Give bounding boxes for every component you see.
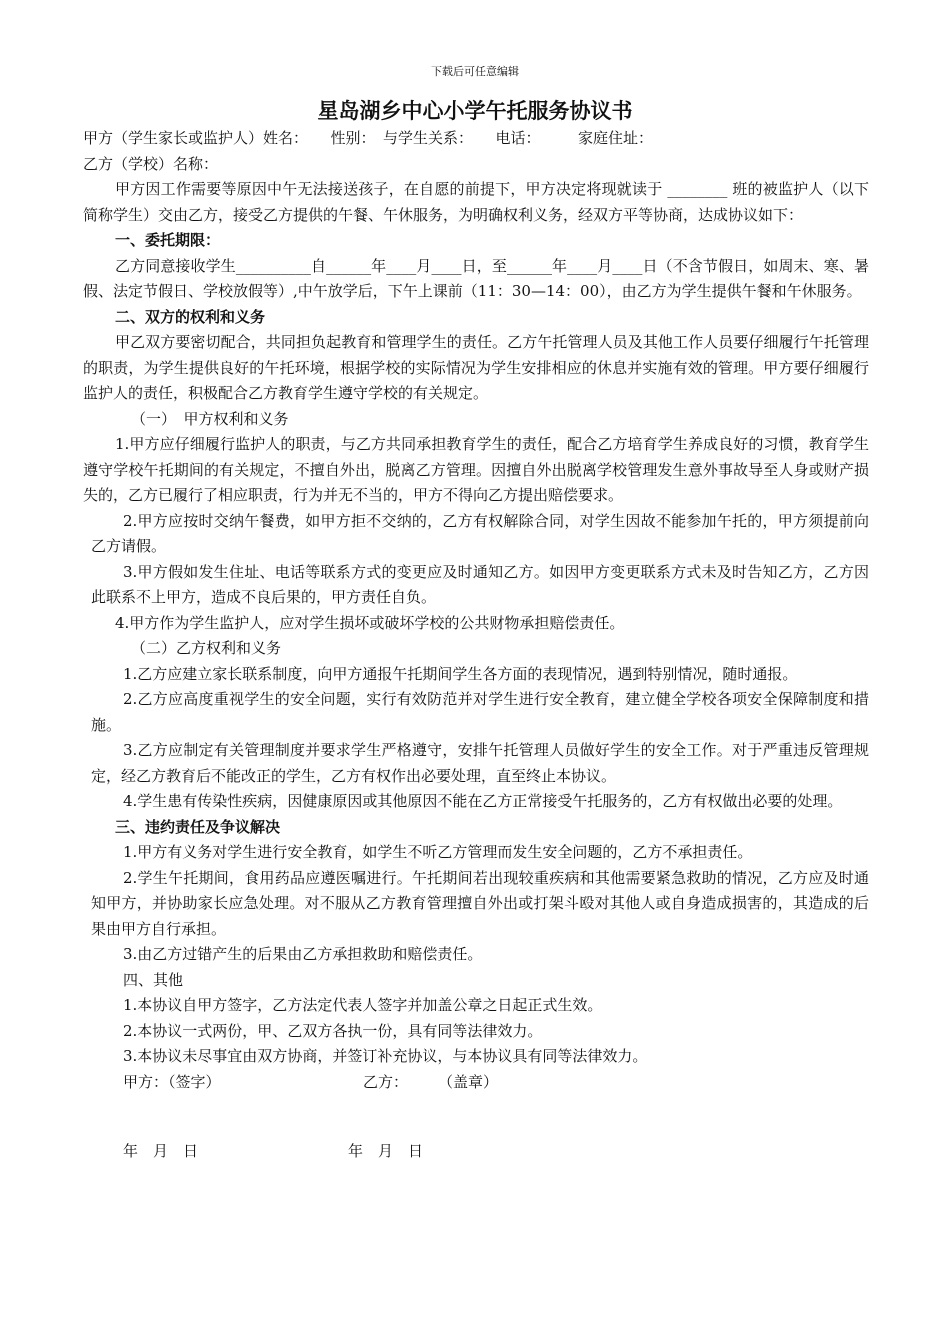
section-3-item-3: 3.由乙方过错产生的后果由乙方承担救助和赔偿责任。 — [123, 945, 483, 963]
section-2-text: 甲乙双方要密切配合，共同担负起教育和管理学生的责任。乙方午托管理人员及其他工作人员要仔细履行午托管理的职责，为学生提供良好的午托环境，根据学校的实际情况为学生安排相应的休息并实施有效的管理。甲方要仔细履行监护人的责任，积极配合乙方教育学生遵守学校的有关规定。 — [83, 333, 869, 402]
party-b-item-2: 2.乙方应高度重视学生的安全问题，实行有效防范并对学生进行安全教育，建立健全学校各项安全保障制度和措施。 — [91, 690, 869, 734]
section-3-title: 三、违约责任及争议解决 — [115, 817, 281, 836]
party-b-item-3: 3.乙方应制定有关管理制度并要求学生严格遵守，安排午托管理人员做好学生的安全工作。对于严重违反管理规定，经乙方教育后不能改正的学生，乙方有权作出必要处理，直至终止本协议。 — [91, 741, 869, 785]
section-4-item-3: 3.本协议未尽事宜由双方协商，并签订补充协议，与本协议具有同等法律效力。 — [123, 1047, 648, 1065]
intro-paragraph: 甲方因工作需要等原因中午无法接送孩子，在自愿的前提下，甲方决定将现就读于 ________ 班的被监护人（以下简称学生）交由乙方，接受乙方提供的午餐、午休服务，为明确权利义务，经双方平等协商，达成协议如下： — [83, 180, 869, 224]
section-4-title: 四、其他 — [123, 970, 184, 989]
party-b-line: 乙方（学校）名称： — [83, 154, 219, 173]
party-a-item-3: 3.甲方假如发生住址、电话等联系方式的变更应及时通知乙方。如因甲方变更联系方式未及时告知乙方，乙方因此联系不上甲方，造成不良后果的，甲方责任自负。 — [91, 562, 869, 606]
party-a-line: 甲方（学生家长或监护人）姓名： 性别： 与学生关系： 电话： 家庭住址： — [83, 129, 654, 147]
date-line: 年 月 日 年 月 日 — [93, 1142, 424, 1160]
section-4-item-1: 1.本协议自甲方签字，乙方法定代表人签字并加盖公章之日起正式生效。 — [123, 996, 603, 1014]
signature-line: 甲方：（签字） 乙方： （盖章） — [123, 1072, 499, 1091]
document-title: 星岛湖乡中心小学午托服务协议书 — [317, 98, 633, 123]
party-b-item-1: 1.乙方应建立家长联系制度，向甲方通报午托期间学生各方面的表现情况，遇到特别情况，随时通报。 — [123, 664, 798, 683]
section-3-item-2: 2.学生午托期间，食用药品应遵医嘱进行。午托期间若出现较重疾病和其他需要紧急救助的情况，乙方应及时通知甲方，并协助家长应急处理。对不服从乙方教育管理擅自外出或打架斗殴对其他人或自身造成损害的，其造成的后果由甲方自行承担。 — [91, 868, 869, 938]
party-a-item-1: 1.甲方应仔细履行监护人的职责，与乙方共同承担教育学生的责任，配合乙方培育学生养成良好的习惯，教育学生遵守学校午托期间的有关规定，不擅自外出，脱离乙方管理。因擅自外出脱离学校管理发生意外事故导至人身或财产损失的，乙方已履行了相应职责，行为并无不当的，甲方不得向乙方提出赔偿要求。 — [83, 435, 869, 504]
section-3-item-1: 1.甲方有义务对学生进行安全教育，如学生不听乙方管理而发生安全问题的，乙方不承担责任。 — [123, 843, 753, 861]
party-b-rights-title: （二）乙方权利和义务 — [131, 639, 282, 657]
document-body — [83, 126, 869, 1165]
party-a-item-4: 4.甲方作为学生监护人，应对学生损坏或破坏学校的公共财物承担赔偿责任。 — [115, 613, 625, 632]
section-1-text: 乙方同意接收学生__________自______年____月____日，至______年____月____日（不含节假日，如周末、寒、暑假、法定节假日、学校放假等）,中午放学后，下午上课前（11：30—14：00），由乙方为学生提供午餐和午休服务。 — [83, 256, 869, 300]
section-2-title: 二、双方的权利和义务 — [115, 307, 266, 326]
party-a-item-2: 2.甲方应按时交纳午餐费，如甲方拒不交纳的，乙方有权解除合同，对学生因故不能参加午托的，甲方须提前向乙方请假。 — [91, 511, 869, 555]
section-4-item-2: 2.本协议一式两份，甲、乙双方各执一份，具有同等法律效力。 — [123, 1021, 543, 1040]
header-note: 下载后可任意编辑 — [431, 65, 519, 78]
party-b-item-4: 4.学生患有传染性疾病，因健康原因或其他原因不能在乙方正常接受午托服务的，乙方有权做出必要的处理。 — [123, 792, 843, 810]
party-a-rights-title: （一） 甲方权利和义务 — [131, 409, 289, 428]
section-1-title: 一、委托期限： — [115, 231, 221, 249]
